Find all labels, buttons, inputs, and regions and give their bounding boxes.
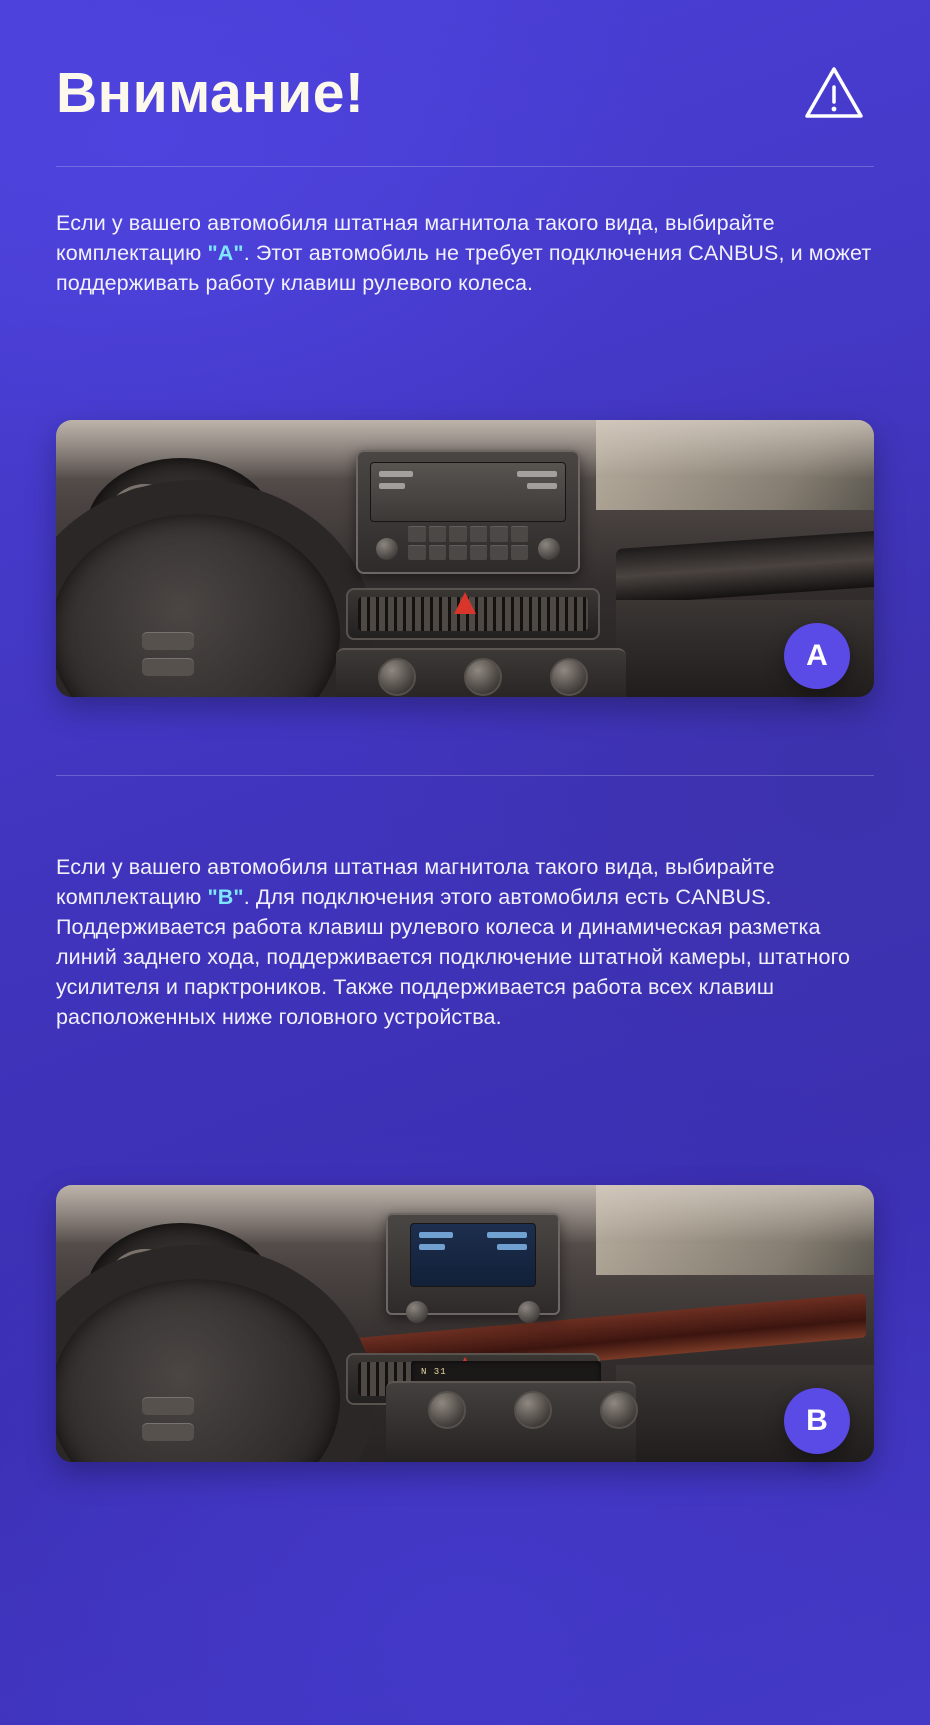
climate-console-a <box>336 648 626 697</box>
warning-triangle-icon <box>804 63 864 123</box>
photo-dashboard-a <box>56 420 874 697</box>
climate-display-value: N 31 <box>421 1367 447 1377</box>
steering-wheel-b <box>56 1245 374 1462</box>
factory-head-unit-a <box>356 450 580 574</box>
steering-wheel-a <box>56 480 374 697</box>
badge-option-a: A <box>784 623 850 689</box>
photo-dashboard-b <box>56 1185 874 1462</box>
factory-head-unit-b <box>386 1213 560 1315</box>
badge-option-b: B <box>784 1388 850 1454</box>
page-title: Внимание! <box>56 60 365 125</box>
center-air-vents-a <box>346 588 600 640</box>
paragraph-option-a: Если у вашего автомобиля штатная магнитола такого вида, выбирайте комплектацию "A". Этот автомобиль не требует подключения CANBUS, и может поддерживать работу клавиш рулевого колеса. <box>56 211 872 295</box>
divider-middle <box>56 775 874 776</box>
page-header <box>56 48 874 138</box>
climate-console-b <box>386 1381 636 1462</box>
paragraph-option-b: Если у вашего автомобиля штатная магнитола такого вида, выбирайте комплектацию "B". Для подключения этого автомобиля есть CANBUS. Поддерживается работа клавиш рулевого колеса и динамическая разметка линий заднего хода, поддерживается подключение штатной камеры, штатного усилителя и парктроников. Также поддерживается работа всех клавиш расположенных ниже головного устройства. <box>56 855 851 1029</box>
divider-top <box>56 166 874 167</box>
